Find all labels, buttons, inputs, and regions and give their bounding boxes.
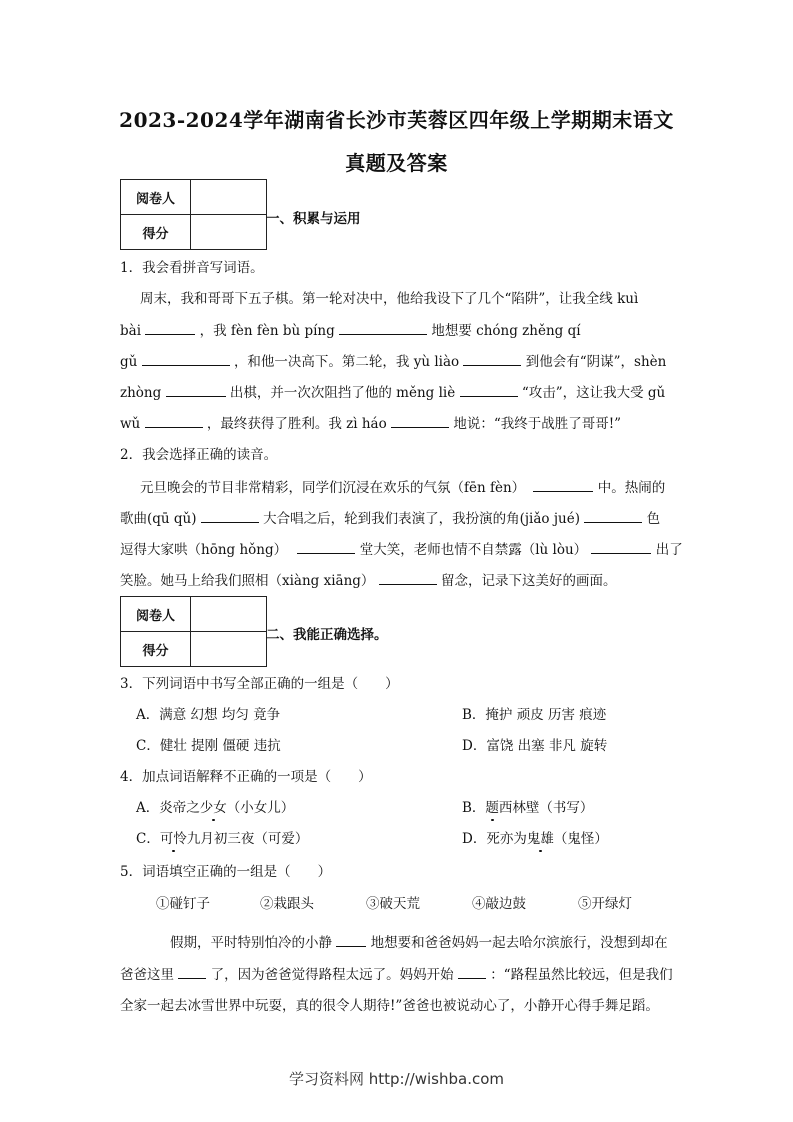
dotted-word: 少女: [199, 800, 227, 816]
answer-blank[interactable]: [460, 382, 518, 397]
q5-text: 了，因为爸爸觉得路程太远了。妈妈开始: [210, 967, 454, 983]
q1-line-5: [120, 413, 621, 434]
q2-text: 元旦晚会的节目非常精彩，同学们沉浸在欢乐的气氛（fēn fèn）: [140, 480, 526, 496]
q5-passage-line-3: 全家一起去冰雪世界中玩耍，真的很令人期待!”爸爸也被说动心了，小静开心得手舞足蹈。: [120, 998, 659, 1014]
answer-blank[interactable]: [201, 508, 259, 523]
answer-blank[interactable]: [584, 508, 642, 523]
q5-passage-line-1: [170, 932, 668, 953]
q2-text: 堂大笑，老师也情不自禁露（lù lòu）: [359, 542, 588, 558]
score-blank: [191, 632, 267, 667]
q1-text: 到他会有“阴谋”，shèn: [525, 354, 667, 370]
score-box-1: [120, 179, 267, 250]
reviewer-label: 阅卷人: [121, 597, 191, 632]
q5-word-option: ③破天荒: [366, 896, 420, 912]
q5-word-option: ①碰钉子: [156, 896, 210, 912]
answer-blank[interactable]: [379, 570, 437, 585]
answer-blank[interactable]: [166, 382, 226, 397]
q5-word-option: ⑤开绿灯: [578, 896, 632, 912]
score-box-2: [120, 596, 267, 667]
q5-passage-line-2: [120, 964, 673, 985]
reviewer-blank: [191, 597, 267, 632]
answer-blank[interactable]: [391, 413, 449, 428]
q1-text: 出棋，并一次次阻挡了他的 měng liè: [229, 385, 456, 401]
section-heading-2: 二、我能正确选择。: [266, 627, 388, 643]
q1-text: ，和他一决高下。第二轮，我 yù liào: [233, 354, 460, 370]
q1-text: 地说：“我终于战胜了哥哥!”: [453, 416, 622, 432]
q2-text: 出了: [655, 542, 683, 558]
answer-blank[interactable]: [591, 539, 651, 554]
reviewer-label: 阅卷人: [121, 180, 191, 215]
answer-blank[interactable]: [533, 477, 593, 492]
answer-blank[interactable]: [339, 320, 427, 335]
q2-text: 色: [646, 511, 661, 527]
score-label: 得分: [121, 632, 191, 667]
answer-blank[interactable]: [336, 932, 366, 947]
q3-option-c[interactable]: C．健壮 提刚 僵硬 违抗: [136, 738, 281, 754]
q3-option-d[interactable]: D．富饶 出塞 非凡 旋转: [462, 738, 608, 754]
answer-blank[interactable]: [145, 320, 195, 335]
q1-text: ，我 fèn fèn bù píng: [199, 323, 335, 339]
q4-text: B．: [462, 800, 486, 816]
q2-text: 中。热闹的: [597, 480, 666, 496]
question-5-prompt: 5．词语填空正确的一组是（ ）: [120, 864, 332, 880]
question-4-prompt: 4．加点词语解释不正确的一项是（ ）: [120, 769, 372, 785]
q5-text: 爸爸这里: [120, 967, 174, 983]
section-heading-1: 一、积累与运用: [266, 211, 361, 227]
q1-line-1: 周末，我和哥哥下五子棋。第一轮对决中，他给我设下了几个“陷阱”，让我全线 kuì: [140, 291, 639, 307]
question-1-prompt: 1．我会看拼音写词语。: [120, 260, 264, 276]
q4-text: C．: [136, 831, 160, 847]
document-title-line1: 2023-2024学年湖南省长沙市芙蓉区四年级上学期期末语文: [119, 108, 674, 132]
answer-blank[interactable]: [145, 413, 203, 428]
dotted-word: 鬼雄: [526, 831, 554, 847]
reviewer-blank: [191, 180, 267, 215]
q4-text: D．死亦为: [462, 831, 527, 847]
q1-line-3: [120, 351, 666, 372]
q4-option-b[interactable]: [462, 798, 593, 818]
q4-text: 西林壁（书写）: [498, 800, 594, 816]
q1-line-4: [120, 382, 665, 403]
q4-option-a[interactable]: [136, 798, 294, 818]
question-2-prompt: 2．我会选择正确的读音。: [120, 447, 278, 463]
q4-text: 九月初三夜（可爱）: [186, 831, 309, 847]
document-title-line2: 真题及答案: [345, 151, 448, 175]
q3-option-b[interactable]: B．掩护 顽皮 历害 痕迹: [462, 707, 607, 723]
q4-text: （小女儿）: [226, 800, 295, 816]
q1-text: gǔ: [120, 354, 138, 370]
q1-text: zhòng: [120, 385, 162, 401]
score-blank: [191, 215, 267, 250]
q4-text: A．炎帝之: [136, 800, 200, 816]
question-3-prompt: 3．下列词语中书写全部正确的一组是（ ）: [120, 676, 399, 692]
q2-text: 大合唱之后，轮到我们表演了，我扮演的角(jiǎo jué): [263, 511, 580, 527]
score-label: 得分: [121, 215, 191, 250]
q2-text: 笑脸。她马上给我们照相（xiàng xiāng）: [120, 573, 375, 589]
footer-watermark: 学习资料网 http://wishba.com: [289, 1070, 504, 1088]
q1-text: 地想要 chóng zhěng qí: [431, 323, 581, 339]
q2-line-4: [120, 570, 617, 591]
q5-text: 地想要和爸爸妈妈一起去哈尔滨旅行，没想到却在: [370, 935, 668, 951]
q2-line-3: [120, 539, 683, 560]
answer-blank[interactable]: [142, 351, 230, 366]
q5-text: 假期，平时特别怕冷的小静: [170, 935, 332, 951]
dotted-word: 可怜: [159, 831, 187, 847]
answer-blank[interactable]: [463, 351, 521, 366]
q2-text: 歌曲(qū qǔ): [120, 511, 197, 527]
q1-text: ，最终获得了胜利。我 zì háo: [206, 416, 387, 432]
q5-word-option: ②栽跟头: [260, 896, 314, 912]
q1-text: wǔ: [120, 416, 141, 432]
q3-option-a[interactable]: A．满意 幻想 均匀 竟争: [136, 707, 281, 723]
q4-option-c[interactable]: [136, 829, 308, 849]
answer-blank[interactable]: [458, 964, 486, 979]
q5-word-option: ④敲边鼓: [472, 896, 526, 912]
q5-text: ：“路程虽然比较远，但是我们: [490, 967, 673, 983]
q4-option-d[interactable]: [462, 829, 608, 849]
q2-text: 留念，记录下这美好的画面。: [441, 573, 617, 589]
q2-text: 逗得大家哄（hōng hǒng）: [120, 542, 288, 558]
q2-line-2: [120, 508, 660, 529]
q1-text: “攻击”，这让我大受 gǔ: [521, 385, 666, 401]
q1-text: bài: [120, 323, 142, 339]
q4-text: （鬼怪）: [553, 831, 608, 847]
q1-line-2: [120, 320, 581, 341]
answer-blank[interactable]: [297, 539, 355, 554]
q2-line-1: [140, 477, 665, 498]
answer-blank[interactable]: [178, 964, 206, 979]
dotted-word: 题: [485, 800, 499, 816]
